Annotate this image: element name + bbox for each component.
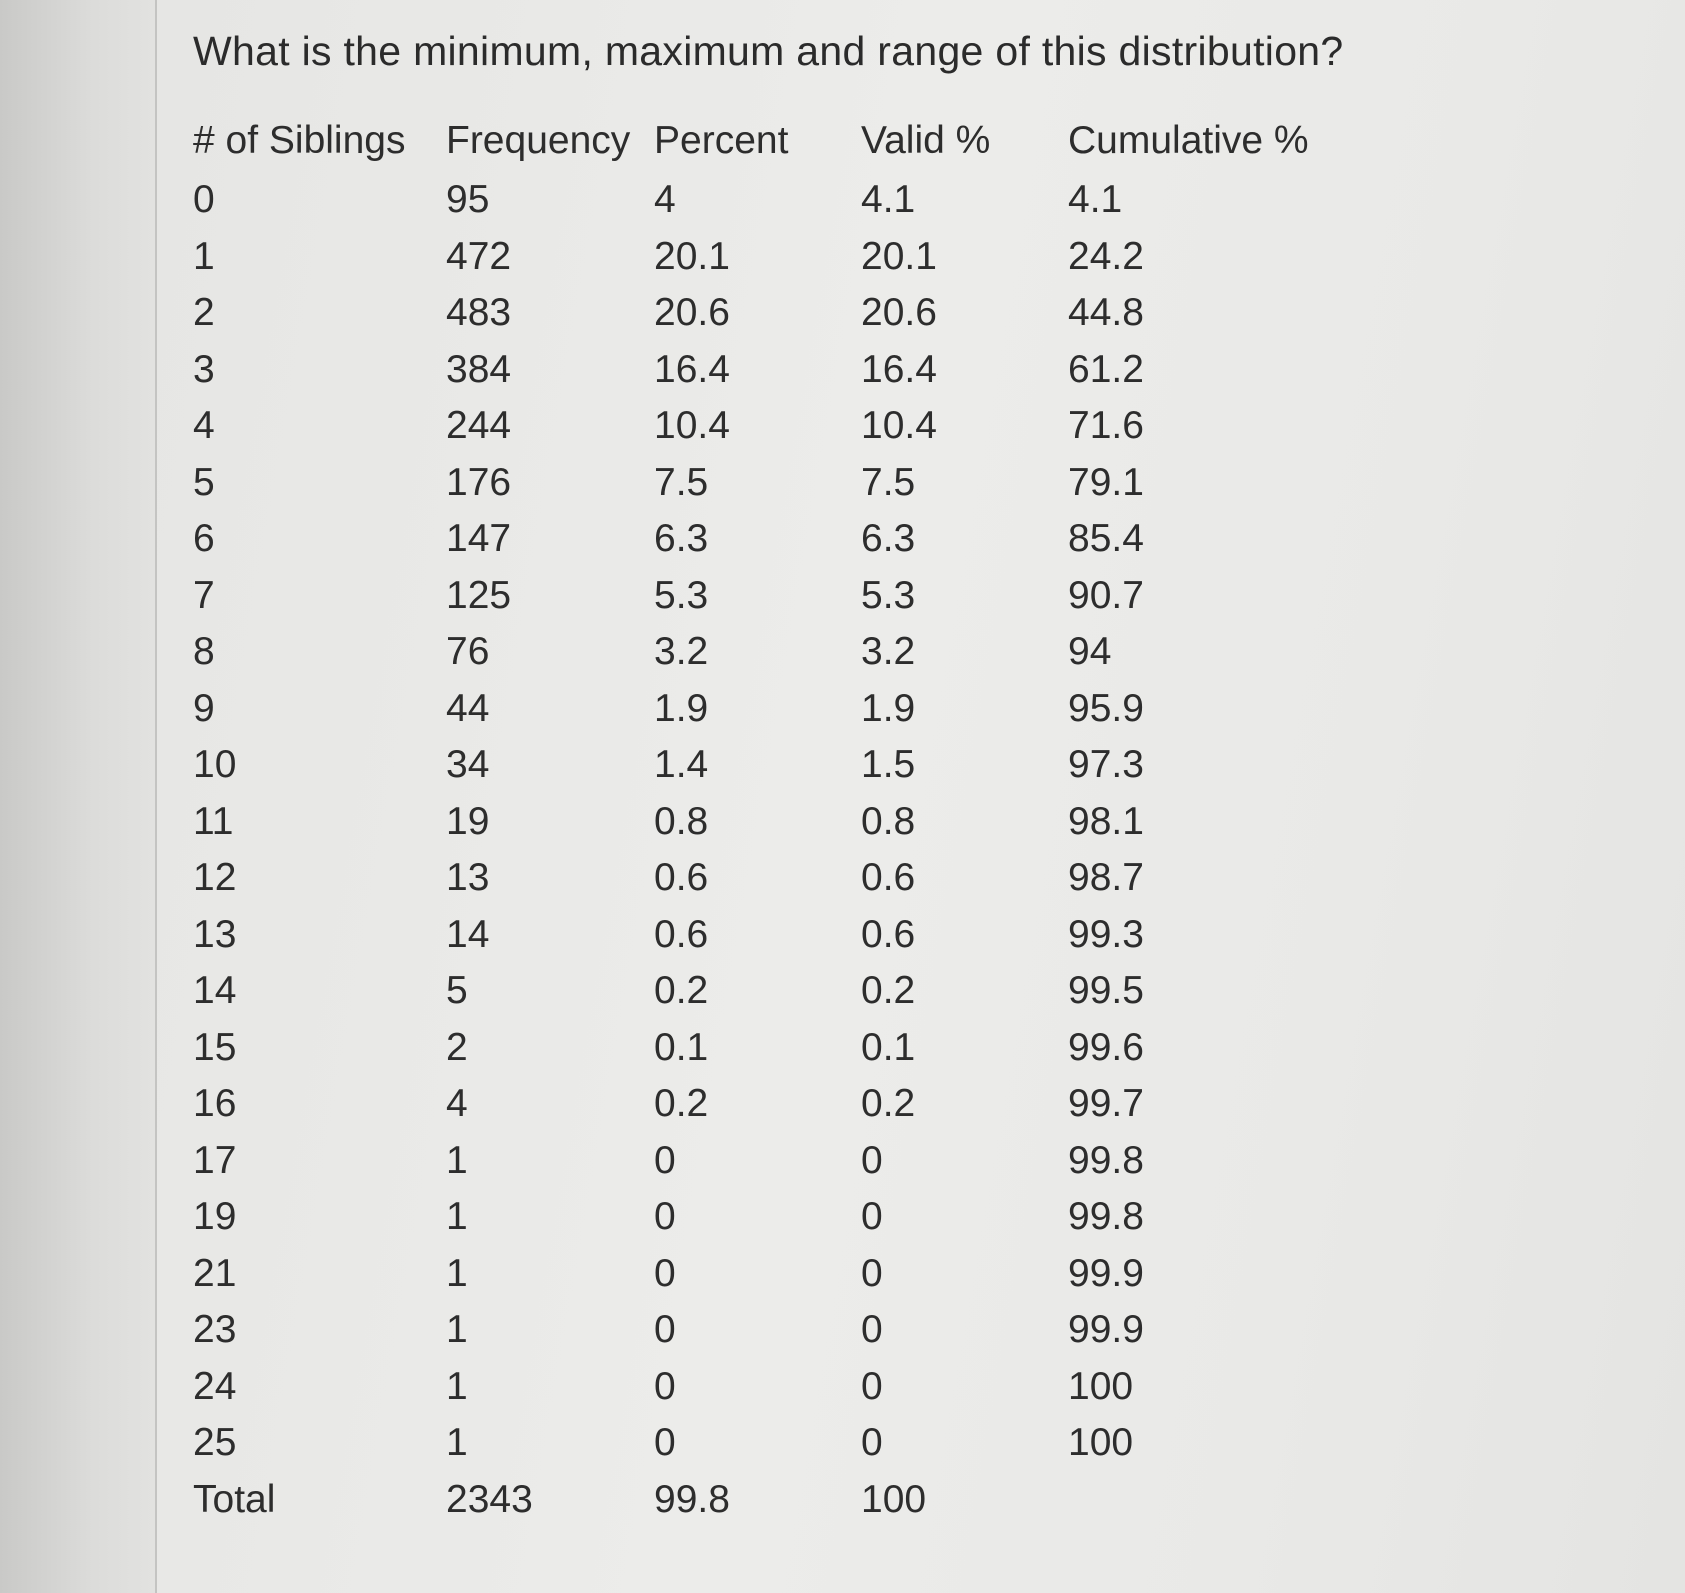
cell-frequency: 472 [446, 234, 512, 278]
table-row [187, 511, 1328, 568]
cell-percent: 1.4 [654, 743, 709, 787]
cell-siblings: 14 [193, 969, 237, 1013]
cell-percent: 0 [654, 1138, 676, 1182]
cell-valid-percent: 3.2 [861, 630, 916, 674]
header-siblings: # of Siblings [193, 119, 406, 162]
cell-cumulative-percent: 94 [1068, 630, 1112, 674]
cell-frequency: 244 [446, 404, 512, 448]
table-row [187, 737, 1328, 794]
cell-frequency: 76 [446, 630, 490, 674]
cell-siblings: 5 [193, 460, 215, 504]
cell-siblings: 7 [193, 573, 215, 617]
cell-siblings: 11 [193, 799, 234, 843]
cell-frequency: 44 [446, 686, 490, 730]
cell-cumulative-percent: 100 [1068, 1421, 1134, 1465]
cell-cumulative-percent: 99.7 [1068, 1082, 1144, 1126]
table-row [187, 1246, 1328, 1303]
cell-valid-percent: 0 [861, 1308, 883, 1352]
cell-valid-percent: 0.2 [861, 1082, 916, 1126]
table-header [187, 110, 1328, 172]
total-percent: 99.8 [654, 1477, 730, 1521]
cell-siblings: 25 [193, 1421, 237, 1465]
cell-cumulative-percent: 24.2 [1068, 234, 1144, 278]
cell-frequency: 5 [446, 969, 468, 1013]
cell-valid-percent: 16.4 [861, 347, 937, 391]
cell-cumulative-percent: 97.3 [1068, 743, 1144, 787]
cell-percent: 0.2 [654, 969, 709, 1013]
cell-percent: 0.6 [654, 912, 709, 956]
table-row [187, 1415, 1328, 1472]
cell-percent: 0 [654, 1364, 676, 1408]
header-cumulative-percent: Cumulative % [1068, 119, 1309, 162]
cell-valid-percent: 0.2 [861, 969, 916, 1013]
table-row [187, 907, 1328, 964]
cell-frequency: 95 [446, 178, 490, 222]
cell-percent: 10.4 [654, 404, 730, 448]
cell-valid-percent: 0.6 [861, 856, 916, 900]
header-row [187, 110, 1328, 172]
cell-valid-percent: 1.9 [861, 686, 916, 730]
table-row [187, 172, 1328, 229]
cell-cumulative-percent: 99.6 [1068, 1025, 1144, 1069]
document-page [155, 0, 1685, 1593]
total-row [187, 1472, 1328, 1529]
cell-percent: 0 [654, 1251, 676, 1295]
total-valid-percent: 100 [861, 1477, 927, 1521]
cell-frequency: 1 [446, 1364, 468, 1408]
cell-frequency: 1 [446, 1308, 468, 1352]
cell-valid-percent: 1.5 [861, 743, 916, 787]
table-row [187, 850, 1328, 907]
page-left-edge [0, 0, 155, 1593]
frequency-table [187, 110, 1328, 1528]
table-row [187, 1133, 1328, 1190]
cell-siblings: 3 [193, 347, 215, 391]
cell-siblings: 12 [193, 856, 237, 900]
cell-cumulative-percent: 79.1 [1068, 460, 1144, 504]
cell-siblings: 4 [193, 404, 215, 448]
table-row [187, 1020, 1328, 1077]
cell-valid-percent: 0 [861, 1138, 883, 1182]
cell-valid-percent: 0.6 [861, 912, 916, 956]
table-row [187, 1189, 1328, 1246]
cell-cumulative-percent: 98.7 [1068, 856, 1144, 900]
cell-frequency: 384 [446, 347, 512, 391]
table-row [187, 568, 1328, 625]
cell-frequency: 147 [446, 517, 512, 561]
cell-valid-percent: 0.8 [861, 799, 916, 843]
table-row [187, 1302, 1328, 1359]
cell-frequency: 1 [446, 1138, 468, 1182]
table-row [187, 963, 1328, 1020]
cell-siblings: 17 [193, 1138, 237, 1182]
header-valid-percent: Valid % [861, 119, 991, 162]
cell-frequency: 19 [446, 799, 490, 843]
cell-siblings: 21 [193, 1251, 237, 1295]
cell-frequency: 483 [446, 291, 512, 335]
cell-percent: 1.9 [654, 686, 709, 730]
total-cumulative-percent [1068, 1472, 1328, 1529]
table-row [187, 229, 1328, 286]
cell-valid-percent: 10.4 [861, 404, 937, 448]
cell-frequency: 4 [446, 1082, 468, 1126]
cell-percent: 0 [654, 1308, 676, 1352]
header-frequency: Frequency [446, 119, 631, 162]
cell-cumulative-percent: 90.7 [1068, 573, 1144, 617]
cell-percent: 3.2 [654, 630, 709, 674]
cell-percent: 7.5 [654, 460, 709, 504]
cell-cumulative-percent: 95.9 [1068, 686, 1144, 730]
cell-cumulative-percent: 99.8 [1068, 1195, 1144, 1239]
cell-valid-percent: 20.6 [861, 291, 937, 335]
cell-cumulative-percent: 4.1 [1068, 178, 1123, 222]
table-row [187, 455, 1328, 512]
header-percent: Percent [654, 119, 789, 162]
table-row [187, 624, 1328, 681]
cell-siblings: 1 [193, 234, 215, 278]
cell-valid-percent: 5.3 [861, 573, 916, 617]
cell-siblings: 6 [193, 517, 215, 561]
cell-cumulative-percent: 99.3 [1068, 912, 1144, 956]
cell-siblings: 8 [193, 630, 215, 674]
cell-frequency: 14 [446, 912, 490, 956]
cell-percent: 0 [654, 1195, 676, 1239]
cell-cumulative-percent: 98.1 [1068, 799, 1144, 843]
cell-siblings: 2 [193, 291, 215, 335]
cell-siblings: 23 [193, 1308, 237, 1352]
table-body [187, 172, 1328, 1472]
cell-percent: 0.2 [654, 1082, 709, 1126]
cell-percent: 0 [654, 1421, 676, 1465]
cell-siblings: 0 [193, 178, 215, 222]
table-footer [187, 1472, 1328, 1529]
cell-siblings: 9 [193, 686, 215, 730]
cell-valid-percent: 0 [861, 1195, 883, 1239]
cell-cumulative-percent: 99.9 [1068, 1308, 1144, 1352]
cell-cumulative-percent: 100 [1068, 1364, 1134, 1408]
cell-frequency: 2 [446, 1025, 468, 1069]
cell-siblings: 10 [193, 743, 237, 787]
table-row [187, 285, 1328, 342]
cell-frequency: 1 [446, 1421, 468, 1465]
table-row [187, 398, 1328, 455]
cell-percent: 5.3 [654, 573, 709, 617]
cell-cumulative-percent: 85.4 [1068, 517, 1144, 561]
cell-valid-percent: 0 [861, 1421, 883, 1465]
cell-frequency: 1 [446, 1251, 468, 1295]
cell-frequency: 176 [446, 460, 512, 504]
cell-valid-percent: 6.3 [861, 517, 916, 561]
cell-cumulative-percent: 99.8 [1068, 1138, 1144, 1182]
cell-valid-percent: 0 [861, 1364, 883, 1408]
cell-frequency: 34 [446, 743, 490, 787]
cell-percent: 16.4 [654, 347, 730, 391]
cell-valid-percent: 4.1 [861, 178, 916, 222]
cell-siblings: 24 [193, 1364, 237, 1408]
cell-cumulative-percent: 44.8 [1068, 291, 1144, 335]
total-frequency: 2343 [446, 1477, 533, 1521]
cell-percent: 0.6 [654, 856, 709, 900]
cell-percent: 0.8 [654, 799, 709, 843]
cell-cumulative-percent: 61.2 [1068, 347, 1144, 391]
cell-valid-percent: 0 [861, 1251, 883, 1295]
cell-cumulative-percent: 99.9 [1068, 1251, 1144, 1295]
question-text: What is the minimum, maximum and range of this distribution? [193, 28, 1344, 74]
table-row [187, 681, 1328, 738]
cell-percent: 4 [654, 178, 676, 222]
total-label: Total [193, 1477, 276, 1521]
cell-percent: 6.3 [654, 517, 709, 561]
cell-percent: 0.1 [654, 1025, 709, 1069]
table-row [187, 342, 1328, 399]
table-row [187, 794, 1328, 851]
cell-frequency: 125 [446, 573, 512, 617]
cell-percent: 20.1 [654, 234, 730, 278]
cell-siblings: 19 [193, 1195, 237, 1239]
cell-siblings: 16 [193, 1082, 237, 1126]
cell-siblings: 13 [193, 912, 237, 956]
cell-cumulative-percent: 99.5 [1068, 969, 1144, 1013]
cell-cumulative-percent: 71.6 [1068, 404, 1144, 448]
cell-frequency: 1 [446, 1195, 468, 1239]
cell-frequency: 13 [446, 856, 490, 900]
cell-siblings: 15 [193, 1025, 237, 1069]
cell-valid-percent: 20.1 [861, 234, 937, 278]
table-row [187, 1359, 1328, 1416]
cell-valid-percent: 0.1 [861, 1025, 916, 1069]
cell-percent: 20.6 [654, 291, 730, 335]
cell-valid-percent: 7.5 [861, 460, 916, 504]
table-row [187, 1076, 1328, 1133]
